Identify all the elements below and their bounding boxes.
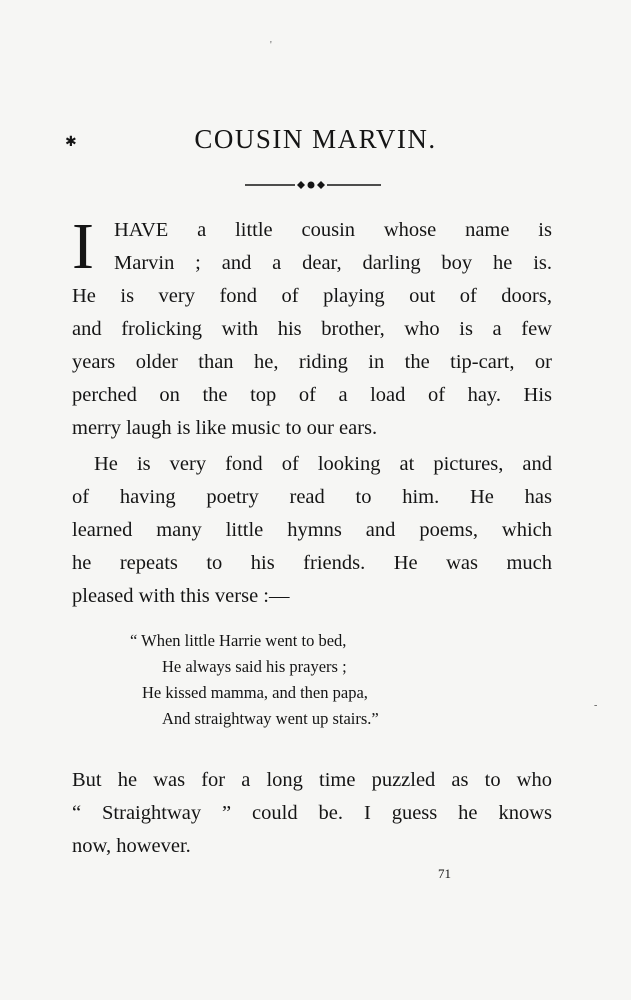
paragraph-2 [72,448,552,613]
ink-speck: ' [270,40,272,51]
verse-line: He kissed mamma, and then papa, [142,683,368,702]
paragraph-3 [72,764,552,863]
text-line: now, however. [72,835,191,857]
verse-line: “ When little Harrie went to bed, [130,631,347,650]
text-line: merry laugh is like music to our ears. [72,417,378,439]
text-line: perched on the top of a load of hay. His [72,384,552,406]
ink-speck: - [594,700,598,711]
verse-block [120,628,480,732]
text-line: He is very fond of playing out of doors, [72,285,552,307]
verse-line: He always said his prayers ; [162,657,347,676]
verse-line: And straightway went up stairs.” [162,709,379,728]
text-line: HAVE a little cousin whose name is [114,219,552,241]
page-number: 71 [438,866,451,881]
text-line: “ Straightway ” could be. I guess he knows [72,802,552,824]
asterisk-mark: ✱ [65,135,77,150]
text-line: he repeats to his friends. He was much [72,552,552,574]
paragraph-1 [72,210,552,445]
text-line: Marvin ; and a dear, darling boy he is. [114,252,552,274]
text-line: He is very fond of looking at pictures, and [94,453,552,475]
drop-cap: I [72,210,94,283]
text-line: But he was for a long time puzzled as to who [72,769,552,791]
text-line: learned many little hymns and poems, which [72,519,552,541]
text-line: and frolicking with his brother, who is a few [72,318,552,340]
text-line: of having poetry read to him. He has [72,486,552,508]
text-line: pleased with this verse :— [72,585,290,607]
text-line: years older than he, riding in the tip-cart, or [72,351,552,373]
title-ornament [245,178,381,192]
chapter-title: COUSIN MARVIN. [194,124,437,154]
